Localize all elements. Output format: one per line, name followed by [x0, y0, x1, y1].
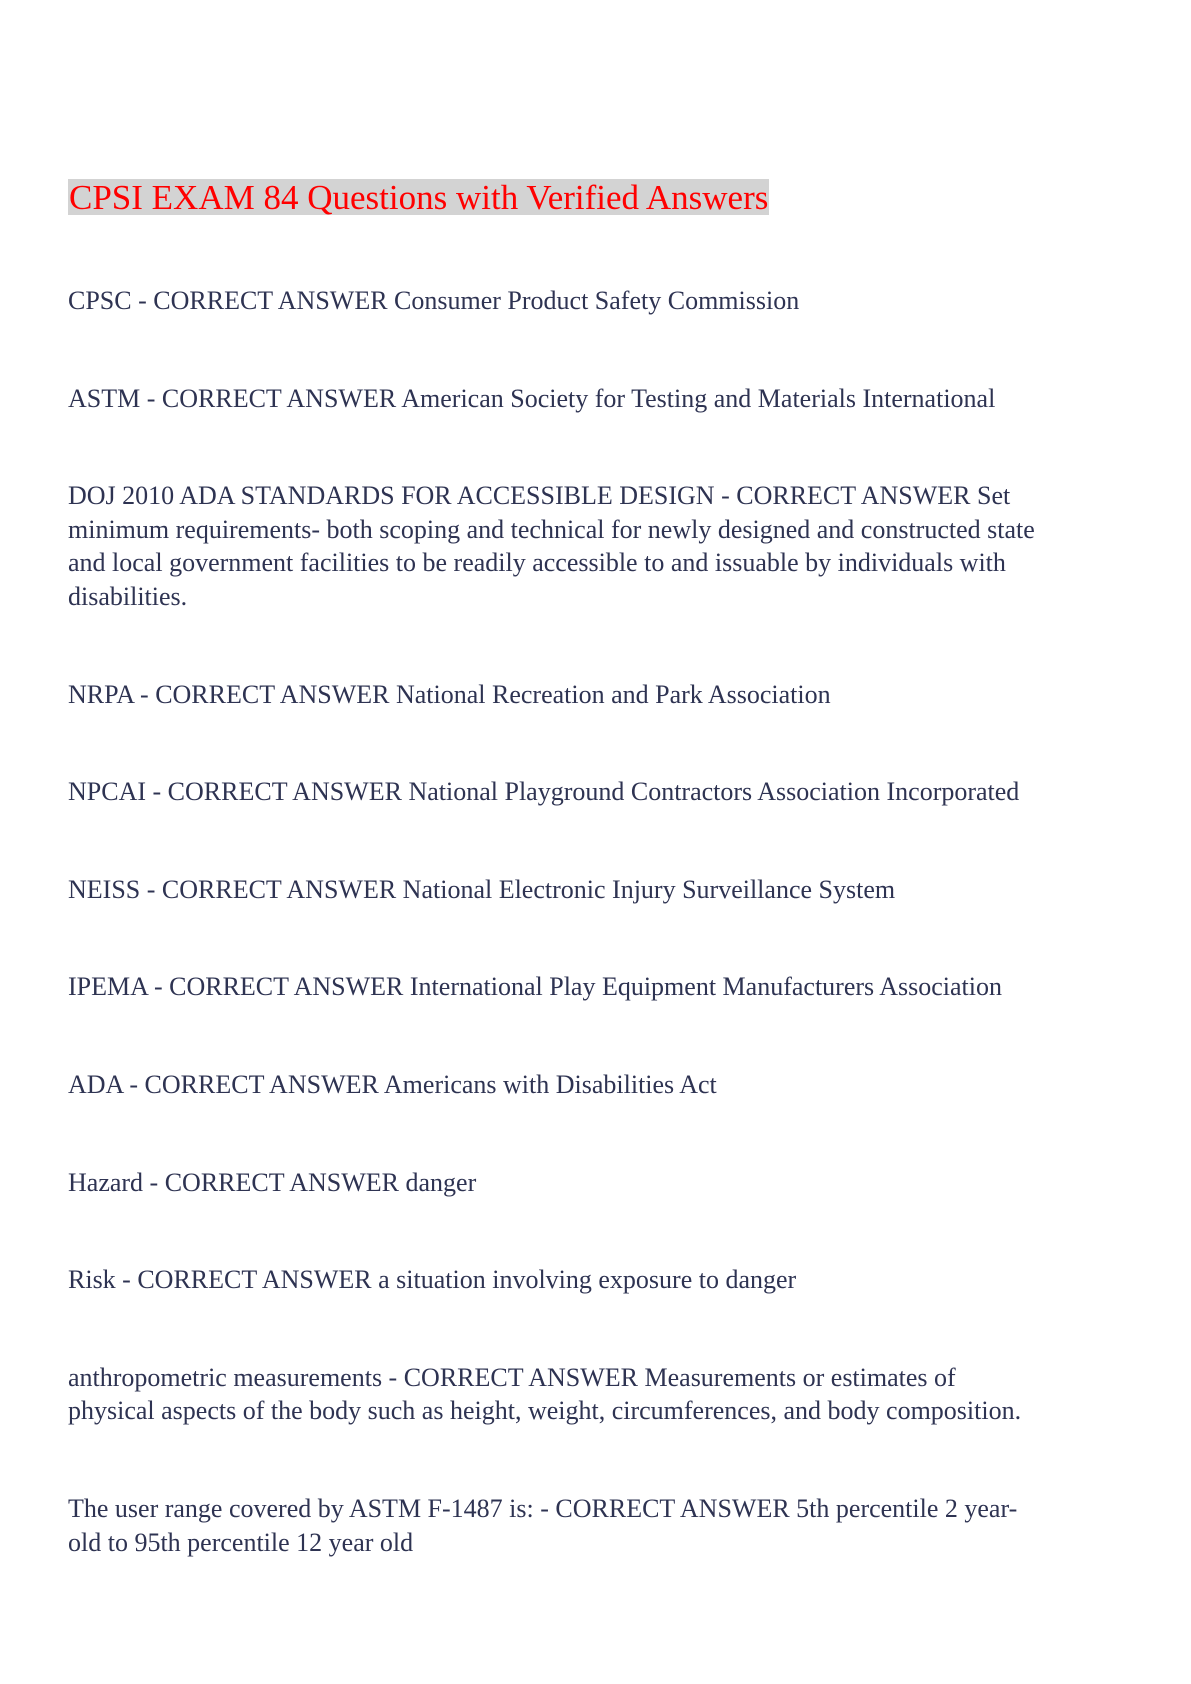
qa-text-line: IPEMA - CORRECT ANSWER International Play Equipment Manufacturers Association: [68, 972, 1002, 1002]
qa-entry: [68, 873, 1148, 907]
qa-text-line: anthropometric measurements - CORRECT ANSWER Measurements or estimates of: [68, 1362, 956, 1392]
qa-entry: [68, 382, 1148, 416]
qa-text-line: ADA - CORRECT ANSWER Americans with Disabilities Act: [68, 1069, 717, 1099]
qa-text-line: DOJ 2010 ADA STANDARDS FOR ACCESSIBLE DESIGN - CORRECT ANSWER Set: [68, 481, 1011, 511]
qa-text-line: ASTM - CORRECT ANSWER American Society for Testing and Materials International: [68, 383, 996, 413]
qa-text-line: NRPA - CORRECT ANSWER National Recreation and Park Association: [68, 679, 831, 709]
qa-entry: [68, 479, 1148, 613]
qa-text-line: old to 95th percentile 12 year old: [68, 1527, 414, 1557]
qa-entry: [68, 970, 1148, 1004]
qa-text-line: NEISS - CORRECT ANSWER National Electronic Injury Surveillance System: [68, 874, 896, 904]
qa-entry: [68, 1166, 1148, 1200]
qa-list: [68, 284, 1148, 1623]
qa-text-line: disabilities.: [68, 581, 188, 611]
qa-text-line: NPCAI - CORRECT ANSWER National Playground Contractors Association Incorporated: [68, 777, 1020, 807]
qa-entry: [68, 284, 1148, 318]
qa-text-line: Risk - CORRECT ANSWER a situation involving exposure to danger: [68, 1265, 797, 1295]
qa-text-line: The user range covered by ASTM F-1487 is: - CORRECT ANSWER 5th percentile 2 year-: [68, 1493, 1018, 1523]
qa-entry: [68, 1263, 1148, 1297]
qa-entry: [68, 678, 1148, 712]
qa-entry: [68, 1068, 1148, 1102]
qa-entry: [68, 775, 1148, 809]
qa-entry: [68, 1492, 1148, 1559]
qa-text-line: physical aspects of the body such as height, weight, circumferences, and body composition.: [68, 1396, 1022, 1426]
qa-text-line: Hazard - CORRECT ANSWER danger: [68, 1167, 477, 1197]
document-title: CPSI EXAM 84 Questions with Verified Answers: [69, 178, 769, 217]
qa-text-line: minimum requirements- both scoping and technical for newly designed and constructed state: [68, 514, 1035, 544]
qa-entry: [68, 1361, 1148, 1428]
qa-text-line: and local government facilities to be readily accessible to and issuable by individuals with: [68, 548, 1006, 578]
qa-text-line: CPSC - CORRECT ANSWER Consumer Product Safety Commission: [68, 286, 800, 315]
